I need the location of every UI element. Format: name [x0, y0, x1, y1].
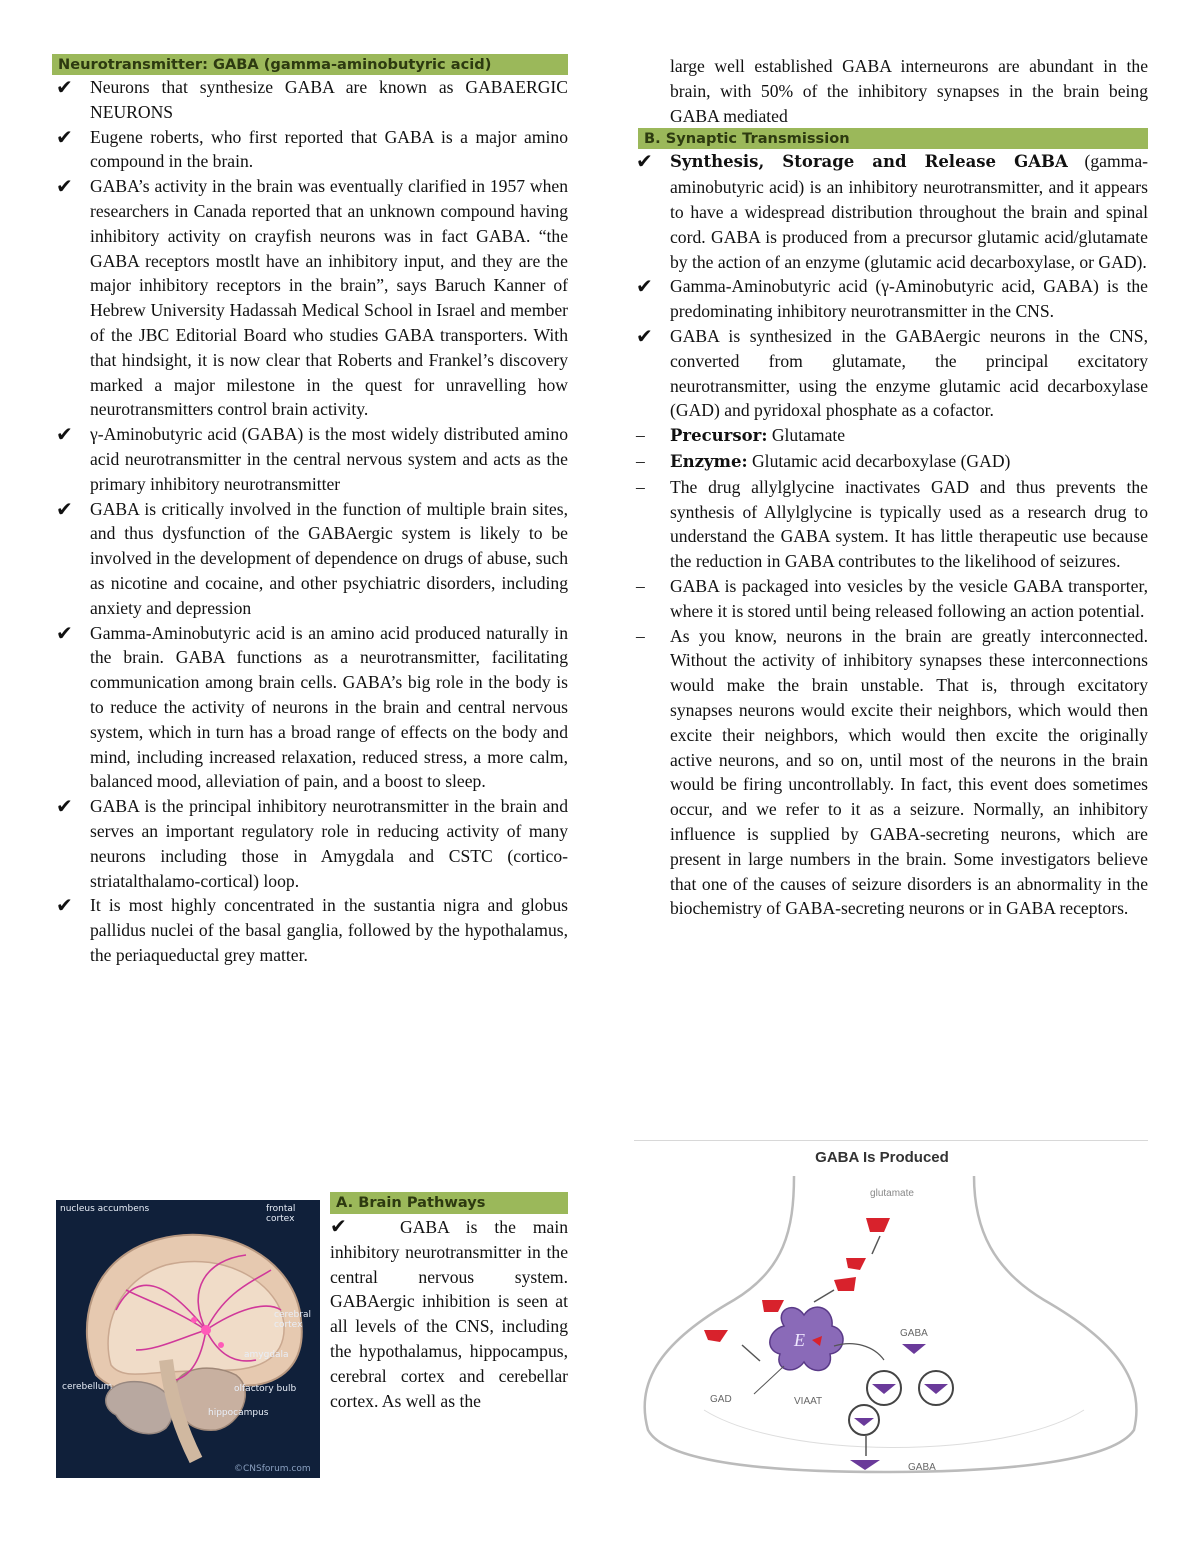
list-item: ✔ GABA is the principal inhibitory neurotransmitter in the brain and serves an important regulatory role in reducing activity of many neurons including those in Amygdala and CSTC (cortico-striatalthalamo-cortical) loop. — [56, 794, 568, 891]
brain-pathways-paragraph: ✔ GABA is the main inhibitory neurotransmitter in the central nervous system. GABAergic inhibition is seen at all levels of the CNS, including the hypothalamus, hippocampus, cerebral cortex and cerebellar cortex. As well as the — [330, 1214, 568, 1411]
glutamate-molecule — [762, 1300, 784, 1312]
list-item: – As you know, neurons in the brain are greatly interconnected. Without the activity of inhibitory synapses these interconnections would make the brain unstable. That is, through excitatory synapses neurons would excite their neighbors, which would then excite their neighbors, which would then excite the originally active neurons, and so on, until most of the neurons in the brain would be firing uncontrollably. In fact, this event does sometimes occur, and we refer to it as a seizure. Normally, an inhibitory influence is supplied by GABA-secreting neurons, which are present in large numbers in the brain. Some investigators believe that one of the causes of seizure disorders is an abnormality in the biochemistry of GABA-secreting neurons or in GABA receptors. — [636, 625, 1148, 919]
figure-title: GABA Is Produced — [815, 1149, 949, 1166]
image-credit: ©CNSforum.com — [234, 1464, 311, 1474]
gaba-label-bottom: GABA — [908, 1462, 936, 1473]
check-icon: ✔ — [56, 794, 73, 819]
check-icon: ✔ — [636, 274, 653, 299]
list-item: ✔ Synthesis, Storage and Release GABA (gamma-aminobutyric acid) is an inhibitory neurotransmitter, and it appears to have a widespread distribution throughout the brain and spinal cord. GABA is produced from a precursor glutamic acid/glutamate by the action of an enzyme (glutamic acid decarboxylase, or GAD). — [636, 149, 1149, 272]
gaba-production-figure — [634, 1140, 1148, 1480]
list-item: – The drug allylglycine inactivates GAD and thus prevents the synthesis of Allylglycine is typically used as a research drug to understand the GABA system. It has little therapeutic use because the reduction in GABA contributes to the likelihood of seizures. — [636, 476, 1148, 572]
glutamate-molecule — [846, 1258, 866, 1270]
glutamate-molecule — [866, 1218, 890, 1232]
right-column — [632, 54, 1148, 921]
list-item: ✔ γ-Aminobutyric acid (GABA) is the most widely distributed amino acid neurotransmitter in the central nervous system and acts as the primary inhibitory neurotransmitter — [56, 422, 568, 494]
check-icon: ✔ — [56, 496, 73, 521]
gaba-molecule — [902, 1344, 926, 1354]
brain-diagram — [56, 1200, 320, 1478]
list-item: – Precursor: Glutamate — [632, 423, 1148, 449]
list-item: ✔ Gamma-Aminobutyric acid (γ-Aminobutyric acid, GABA) is the predominating inhibitory neurotransmitter in the CNS. — [636, 274, 1148, 322]
synapse-diagram — [634, 1140, 1148, 1480]
brain-illustration — [56, 1200, 320, 1478]
check-icon: ✔ — [56, 620, 73, 645]
check-icon: ✔ — [330, 1214, 347, 1238]
glutamate-molecule — [704, 1330, 728, 1342]
dash-icon: – — [636, 575, 645, 596]
check-icon: ✔ — [56, 124, 73, 149]
label-nucleus-accumbens: nucleus accumbens — [60, 1204, 150, 1214]
list-item: ✔ Neurons that synthesize GABA are known as GABAERGIC NEURONS — [56, 75, 568, 122]
check-icon: ✔ — [56, 422, 73, 447]
section-title-bar — [52, 54, 568, 75]
synaptic-transmission-heading: B. Synaptic Transmission — [638, 128, 1148, 149]
dash-list — [632, 423, 1148, 921]
gad-label: GAD — [710, 1394, 732, 1405]
label-olfactory-bulb: olfactory bulb — [234, 1384, 297, 1394]
viaat-label: VIAAT — [794, 1396, 823, 1407]
enzyme-shape — [770, 1307, 843, 1370]
gaba-released — [850, 1460, 880, 1470]
dash-icon: – — [636, 476, 645, 497]
continuation-paragraph: large well established GABA interneurons are abundant in the brain, with 50% of the inhibitory synapses in the brain being GABA mediated — [670, 56, 1148, 126]
brain-pathways-heading: A. Brain Pathways — [330, 1192, 568, 1214]
glutamate-molecule — [834, 1277, 856, 1291]
list-item: – Enzyme: Glutamic acid decarboxylase (GAD) — [632, 449, 1148, 475]
label-cerebellum: cerebellum — [62, 1382, 113, 1392]
list-item: ✔ GABA’s activity in the brain was eventually clarified in 1957 when researchers in Canada reported that an unknown compound having inhibitory activity on crayfish neurons was in fact GABA. “the GABA receptors mostlt have an inhibitory input, and they are the major inhibitory receptors in the brain”, says Baruch Kanner of Hebrew University Hadassah Medical School in Israel and member of the JBC Editorial Board who studies GABA transporters. With that hindsight, it is now clear that Roberts and Frankel’s discovery marked a major milestone in the quest for unravelling how neurotransmitters control brain activity. — [56, 174, 568, 420]
check-icon: ✔ — [636, 149, 653, 174]
list-item: ✔ It is most highly concentrated in the sustantia nigra and globus pallidus nuclei of the basal ganglia, followed by the hypothalamus, the periaqueductal grey matter. — [56, 893, 568, 965]
label-frontal-cortex: frontal cortex — [266, 1204, 296, 1224]
dash-icon: – — [636, 425, 645, 446]
brain-pathways-area — [52, 1192, 568, 1478]
checklist — [52, 75, 568, 968]
check-icon: ✔ — [56, 174, 73, 199]
synaptic-checklist — [632, 149, 1148, 423]
list-item: ✔ GABA is synthesized in the GABAergic neurons in the CNS, converted from glutamate, the principal excitatory neurotransmitter, using the enzyme glutamic acid decarboxylase (GAD) and pyridoxal phosphate as a cofactor. — [636, 323, 1148, 421]
label-hippocampus: hippocampus — [208, 1408, 269, 1418]
brain-pathways-section — [330, 1192, 568, 1413]
list-item: ✔ GABA is critically involved in the function of multiple brain sites, and thus dysfunction of the GABAergic system is likely to be involved in the development of dependence on drugs of abuse, such as nicotine and cocaine, and other psychiatric disorders, including anxiety and depression — [56, 496, 568, 618]
list-item: ✔ Eugene roberts, who first reported that GABA is a major amino compound in the brain. — [56, 124, 568, 172]
check-icon: ✔ — [56, 893, 73, 918]
enzyme-letter: E — [794, 1330, 805, 1350]
dash-icon: – — [636, 625, 645, 646]
label-amygdala: amygdala — [244, 1350, 289, 1360]
label-cerebral-cortex: cerebral cortex — [274, 1310, 311, 1330]
list-item: ✔ Gamma-Aminobutyric acid is an amino acid produced naturally in the brain. GABA functions as a neurotransmitter, facilitating communication among brain cells. GABA’s big role in the body is to reduce the activity of neurons in the brain and central nervous system, which in turn has a broad range of effects on the body and mind, including increased relaxation, reduced stress, a more calm, balanced mood, alleviation of pain, and a boost to sleep. — [56, 620, 568, 792]
gaba-label-right: GABA — [900, 1328, 928, 1339]
bold-lead: Synthesis, Storage and Release GABA — [670, 152, 1068, 172]
glutamate-label: glutamate — [870, 1188, 914, 1199]
list-item: – GABA is packaged into vesicles by the vesicle GABA transporter, where it is stored until being released following an action potential. — [636, 575, 1148, 621]
check-icon: ✔ — [56, 75, 73, 99]
check-icon: ✔ — [636, 323, 653, 348]
left-column — [52, 54, 568, 968]
dash-icon: – — [636, 450, 645, 471]
section-title: Neurotransmitter: GABA (gamma-aminobutyric acid) — [58, 56, 492, 73]
